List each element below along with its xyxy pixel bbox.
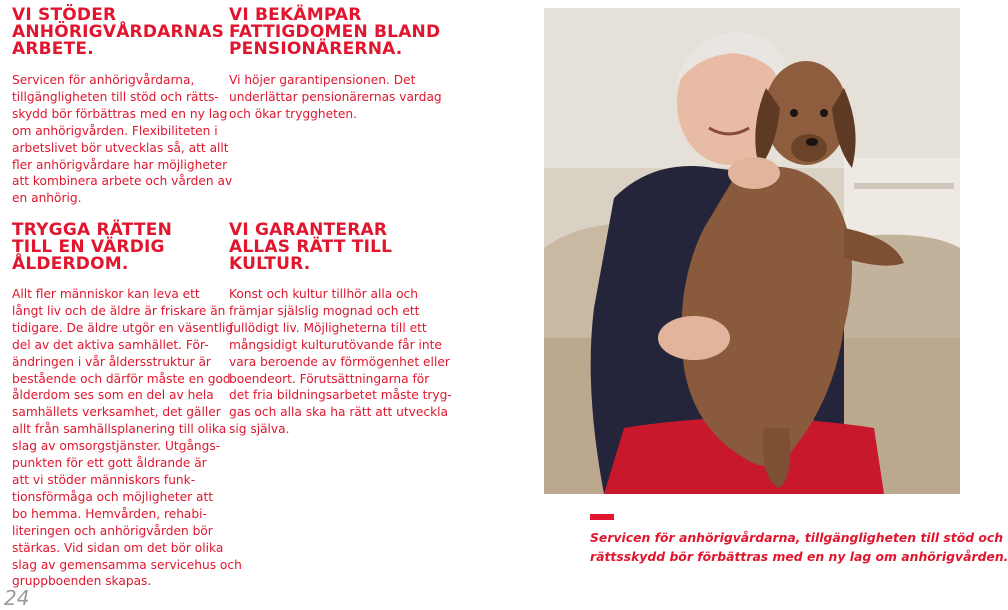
paragraph-fattigdom: Vi höjer garantipensionen. Det underlättar pensionärernas vardag och ökar tryggheten.	[229, 73, 442, 121]
photo-caption: Servicen för anhörigvårdarna, tillgängligheten till stöd och rättsskydd bör förbättras med en ny lag om anhörigvården.	[590, 530, 1008, 564]
heading-anhorigvard: VI STÖDER ANHÖRIGVÅRDARNAS ARBETE.	[12, 5, 225, 59]
column-middle-lower	[229, 222, 459, 438]
heading-fattigdom: VI BEKÄMPAR FATTIGDOMEN BLAND PENSIONÄRERNA.	[229, 5, 441, 59]
paragraph-alderdom: Allt fler människor kan leva ett långt liv och de äldre är friskare än tidigare. De äldre utgör en väsentlig del av det aktiva samhället. För- ändringen i vår åldersstruktur är bestående och därför måste en god ålderdom ses som en del av hela samhällets verksamhet, det gäller allt från samhällsplanering till olika slag av omsorgstjänster. Utgångs- punkten för ett gott åldrande är att vi stöder människors funk- tionsförmåga och möjligheter att bo hemma. Hemvården, rehabi- literingen och anhörigvården bör stärkas. Vid sidan om det bör olika slag av gemensamma servicehus och gruppboenden skapas.	[12, 287, 242, 589]
photo-elderly-woman-with-dog	[544, 8, 960, 494]
page-number: 24	[4, 586, 30, 610]
paragraph-kultur: Konst och kultur tillhör alla och främjar själslig mognad och ett fullödigt liv. Möjligheterna till ett mångsidigt kulturutövande får inte vara beroende av förmögenhet eller boendeort. Förutsättningarna för det fria bildningsarbetet måste tryg- gas och alla ska ha rätt att utveckla sig själva.	[229, 287, 452, 437]
photo-illustration	[544, 8, 960, 494]
column-middle	[229, 7, 459, 123]
heading-alderdom: TRYGGA RÄTTEN TILL EN VÄRDIG ÅLDERDOM.	[12, 220, 172, 274]
heading-kultur: VI GARANTERAR ALLAS RÄTT TILL KULTUR.	[229, 220, 393, 274]
paragraph-anhorigvard: Servicen för anhörigvårdarna, tillgängligheten till stöd och rätts- skydd bör förbättras med en ny lag om anhörigvården. Flexibiliteten i arbetslivet bör utvecklas så, att allt fler anhörigvårdare har möjligheter att kombinera arbete och vården av en anhörig.	[12, 73, 233, 206]
column-left	[12, 5, 233, 207]
caption-accent-bar	[590, 514, 614, 520]
column-left-lower	[12, 220, 242, 590]
